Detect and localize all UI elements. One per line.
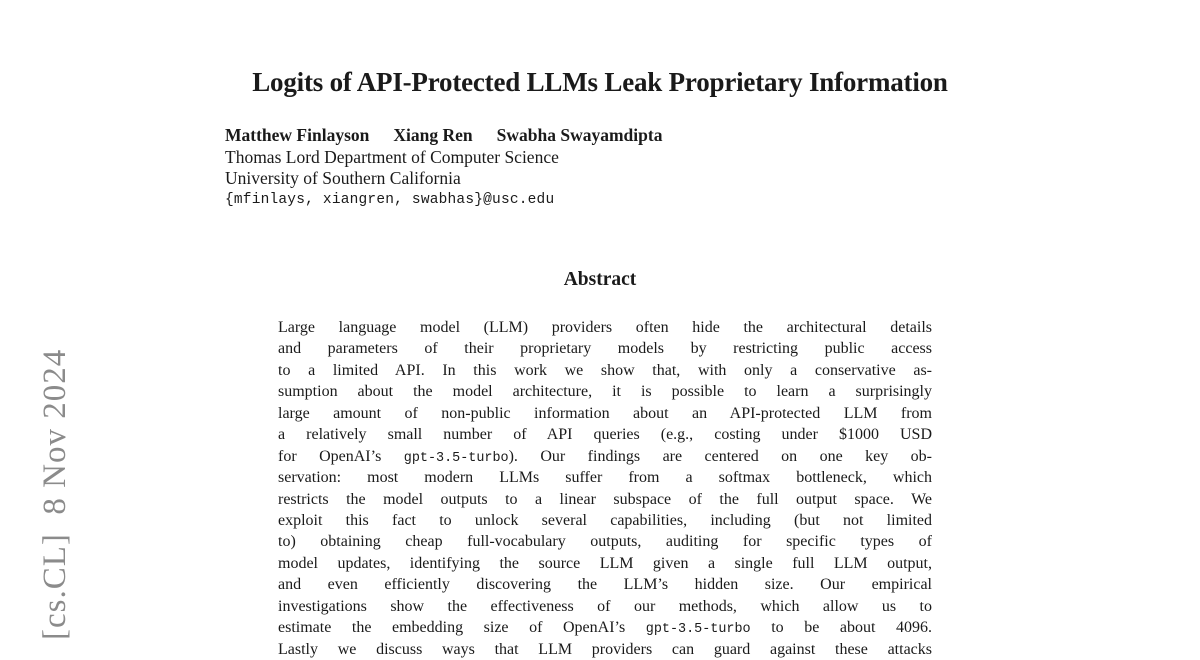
abstract-line: estimate the embedding size of OpenAI’s gpt-3.5-turbo to be about 4096. [278,619,932,638]
inline-code: gpt-3.5-turbo [645,622,751,638]
affiliation-university: University of Southern California [225,168,461,189]
abstract-line: to a limited API. In this work we show that, with only a conservative as- [278,361,932,379]
abstract-line: to) obtaining cheap full-vocabulary outputs, auditing for specific types of [278,533,932,551]
author-list [225,125,662,147]
inline-code: gpt-3.5-turbo [403,450,509,466]
abstract-line: exploit this fact to unlock several capabilities, including (but not limited [278,511,932,529]
paper-title: Logits of API-Protected LLMs Leak Proprietary Information [252,67,948,98]
abstract-line: large amount of non-public information about an API-protected LLM from [278,404,932,422]
arxiv-watermark: [cs.CL] 8 Nov 2024 [37,348,73,640]
abstract-line: for OpenAI’s gpt-3.5-turbo). Our findings are centered on one key ob- [278,447,932,466]
affiliation-department: Thomas Lord Department of Computer Science [225,146,559,167]
contact-email: {mfinlays, xiangren, swabhas}@usc.edu [225,191,555,208]
abstract-line: and even efficiently discovering the LLM’s hidden size. Our empirical [278,576,932,594]
abstract-line: Lastly we discuss ways that LLM providers can guard against these attacks [278,640,932,658]
abstract-line: restricts the model outputs to a linear subspace of the full output space. We [278,490,932,508]
abstract-line: Large language model (LLM) providers often hide the architectural details [278,319,932,336]
abstract-line: investigations show the effectiveness of our methods, which allow us to [278,597,932,615]
author-name: Xiang Ren [393,125,473,145]
abstract-line: a relatively small number of API queries (e.g., costing under $1000 USD [278,426,932,444]
author-block [225,125,662,211]
author-name: Swabha Swayamdipta [496,125,663,145]
abstract-line: and parameters of their proprietary models by restricting public access [278,340,932,358]
abstract-line: model updates, identifying the source LLM given a single full LLM output, [278,554,932,572]
abstract-line: sumption about the model architecture, it is possible to learn a surprisingly [278,383,932,401]
abstract-line: servation: most modern LLMs suffer from a softmax bottleneck, which [278,469,932,487]
author-name: Matthew Finlayson [225,125,370,145]
abstract-text [278,317,932,660]
abstract-heading: Abstract [563,269,637,290]
